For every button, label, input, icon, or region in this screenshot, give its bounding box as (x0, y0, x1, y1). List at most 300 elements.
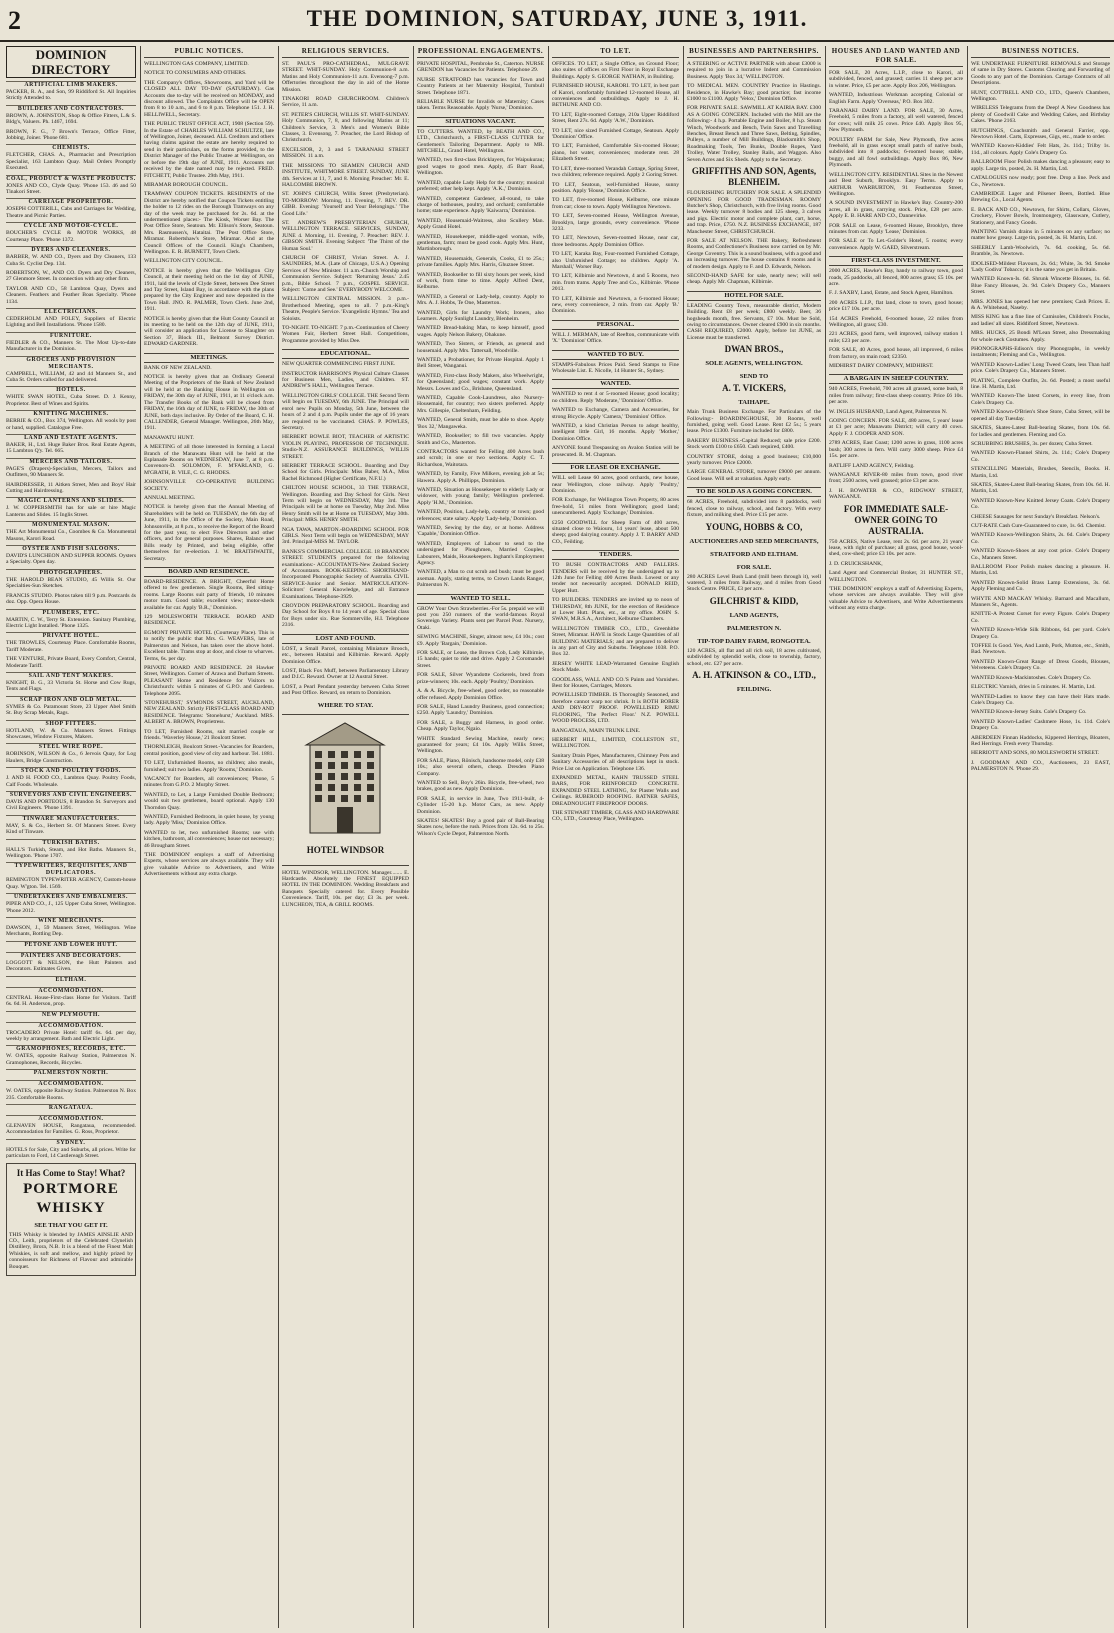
business-notice: WANTED Known-New Knitted Jersey Coats. Cole's Drapery Co. (971, 497, 1110, 511)
hotel-advert: SOLE AGENTS, WELLINGTON. (705, 360, 803, 368)
wanted-advert: ANYONE found Trespassing on Avalon Station will be prosecuted. R. M. Chapman. (552, 445, 679, 458)
farm-advert: GOING CONCERN. FOR SALE, 480 acres, 5 years' lease at £1 per acre; Manawatu District; will carry 40 cows. Apply F. J. COOPER AND SON. (829, 418, 963, 437)
directory-entry: ROBERTSON, W., AND CO. Dyers and Dry Cleaners, 27 Glenmore Street. In connection with any other firm. (6, 269, 136, 283)
public-notice: THE PUBLIC TRUST OFFICE ACT, 1908 (Section 59). In the Estate of CHARLES WILLIAM SCHULTZE, late of Wellington, Joiner, deceased. ALL Creditors and others having claims against the estate are hereby required to send in their particulars, on the forms provided, to the District Manager of the Public Trustee at Wellington, on or before the 19th day of JUNE, 1911. Accounts not received by the date named may be rejected. FRED. FITCHETT, Public Trustee. 29th May, 1911. (144, 121, 274, 179)
lost-item: LOST, a Small Parcel, containing Miniature Brooch, etc., between Hataitai and Kilbirnie. Reward. Apply Dominion Office. (282, 645, 409, 665)
directory-entry: KNIGHT, B. G., 33 Victoria St. Horse and Cow Rugs, Tents and Flags. (6, 679, 136, 693)
situation-vacant: WANTED, a Probationer, for Private Hospital. Apply 1 Bell Street, Wanganui. (417, 357, 544, 370)
wanted-advert: WANTED, a kind Christian Person to adopt healthy, intelligent little Girl, 16 months. Apply 'Mother,' Dominion Office. (552, 423, 679, 442)
property-advert: WANTED, Industrious Workman accepting Colonial or English Farm. Apply 'Overseas,' P.O. Box 302. (829, 92, 963, 105)
directory-entry: THE VENTURE, Private Board, Every Comfort, Central, Moderate Tariff. (6, 656, 136, 669)
business-advert: A STEERING or ACTIVE PARTNER with about £3000 is required to join in a lucrative Indent and Commission Business. Apply 'Box 34,' WELLINGTON. (687, 61, 821, 80)
business-notice: TOFFEE Is Good. Yes, And Lamb, Pork, Mutton, etc., Smith, Bad. Newtown. (971, 643, 1110, 656)
situation-vacant: WANTED, a Man to cut scrub and bush; must be good axeman. Apply, stating terms, to Crown Lands Ranger, Palmerston N. (417, 569, 544, 589)
whisky-word: WHISKY (36, 1199, 106, 1216)
directory-category: STEEL WIRE ROPE. (6, 743, 136, 751)
directory-category: CHEMISTS. (6, 144, 136, 152)
hotel-name: HOTEL WINDSOR (306, 844, 385, 855)
business-advert: SECOND-HAND SAFE for sale, nearly new; will sell cheap. Apply Mr. Chapman, Kilbirnie. (687, 272, 821, 286)
wanted-to-buy-advert: STAMPS-Fabulous Prices Paid. Send Stamps to Fine Wholesale List. E. Nicolle, 14 Hunter St., Sydney. (552, 361, 679, 375)
church-service: EXCELSIOR, 2, 3 and 5 TARANAKI STREET MISSION. 11 a.m. (282, 146, 409, 160)
directory-category: FURNITURE. (6, 332, 136, 340)
for-sale-advert: FOR SALE, Piano, Rönisch, handsome model, only £38 10s.; also several others, cheap. Dresden Piano Company. (417, 757, 544, 777)
situation-vacant: WANTED, a General or Lady-help, country. Apply to Mrs. A. J. Hobbs, Te One, Masterton. (417, 293, 544, 307)
business-notice: WANTED Known-Wellington Shirts, 2s. 6d. Cole's Drapery Co. (971, 532, 1110, 545)
church-service: WELLINGTON CENTRAL MISSION. 3 p.m.-Brotherhood Meeting, open to all. 7 p.m.-King's Theatre, People's Service. 'Evangelistic Hymns.' Tea and Soloists. (282, 296, 409, 322)
section-heading: PUBLIC NOTICES. (144, 47, 274, 58)
to-let-advert: TO LET, nice sized Furnished Cottage, Seatoun. Apply 'Dominion' Office. (552, 127, 679, 141)
business-exchange-advert: Main Trunk Business Exchange. For Particulars of the Following:- BOARDINGHOUSE, 30 Rooms, well furnished, going well. Good Lease. Rent £2 5s.; 5 years lease. Price £1300. Furniture included for £800. (687, 409, 821, 435)
directory-entry: BAKER, H., Ltd. Huge Baker Bros. Real Estate Agents, 15 Lambton Q'y. Tel. 665. (6, 442, 136, 455)
board-advert: PRIVATE BOARD AND RESIDENCE. 28 Hawker Street, Wellington. Corner of Arawa and Durham Streets. PLEASANT Home and Residence for Visitors to Christchurch: within 5 minutes of G.P.O. and Gardens. Telephone 2095. (144, 664, 274, 697)
lease-advert: FOR Exchange, for Wellington Town Property, 80 acres free-hold, 51 miles from Wellington; good land; unencumbered. Apply 'Exchange,' Dominion. (552, 497, 679, 517)
property-advert: TARANAKI DAIRY LAND. FOR SALE, 30 Acres, Freehold, 5 miles from a factory, all well watered, fenced for cows; will milk 25 cows. Price £40. Apply Box 95, New Plymouth. (829, 108, 963, 134)
to-let-advert: FURNISHED HOUSE, KARORI. TO LET, in best part of Karori, comfortably furnished 12-roomed House, all conveniences and outbuildings. Apply to J. H. BETHUNE AND CO. (552, 83, 679, 109)
section-heading: HOUSES AND LAND WANTED AND FOR SALE. (829, 47, 963, 67)
directory-entry: THE Art Monumental Co., Coombes & Co. Monumental Masons, Karori Road. (6, 529, 136, 542)
farm-advert: 940 ACRES, Freehold, 700 acres all grassed, some bush, 8 miles from railway; first-class sheep country. Price £6 10s. per acre. (829, 386, 963, 406)
situation-vacant: WANTED, Capable Cook-Laundress, also Nursery-Housemaid, for country; two sisters preferred. Apply Mrs. Gillespie, Cheltenham, Feilding. (417, 395, 544, 414)
board-advert: TO LET, Furnished Rooms, suit married couple or friends. 'Waverley House,' 21 Boulcott Street. (144, 728, 274, 741)
investment-advert: MIDHIRST DAIRY COMPANY, MIDHIRST. (829, 363, 934, 370)
to-let-advert: TO LET, Kilbirnie and Newtown, 4 and 5 Rooms, two min. from trams. Apply Tree and Co., Kilbirnie. 'Phone 2013. (552, 273, 679, 293)
investment-advert: 200 ACRES L.I.P., flat land, close to town, good house; price £17 10s. per acre. (829, 299, 963, 313)
business-notice: MISS KING has a fine line of Camisoles, Children's Frocks, and ladies' all sizes. Riddiford Street, Newtown. (971, 314, 1110, 327)
board-advert: 'THE DOMINION' employs a staff of Advertising Experts, whose services are always available. They will give valuable Advice to Advertisers, and Write Advertisements without any extra charge. (144, 852, 274, 878)
directory-entry: CEDERHOLM AND FOLEY, Suppliers of Electric Lighting and Bell Installations. 'Phone 1580. (6, 315, 136, 329)
directory-entry: W. OATES, opposite Railway Station, Palmerston N. Gramophones, Records, Bicycles. (6, 1053, 136, 1066)
for-sale-advert: FOR SALE, Silver Wyandotte Cockerels, bred from prize-winners; 10s. each. Apply 'Poultry,' Dominion. (417, 672, 544, 685)
directory-title: DOMINION DIRECTORY (6, 46, 136, 78)
educational-advert: HERBERT BOWLE BIOT, TEACHER of ARTISTIC VIOLIN PLAYING, PROFESSOR OF TECHNIQUE. Studio-N.Z. ASSURANCE BUILDINGS, WILLIS STREET. (282, 434, 409, 460)
investment-advert: 2000 ACRES, Hawke's Bay, handy to railway town, good roads, 25 paddocks, all fenced, 800 acres grass; £5 10s. per acre. (829, 268, 963, 287)
column-rule (413, 46, 414, 1628)
directory-entry: CAMPBELL, WILLIAM, 42 and 44 Manners St., and Cuba St. Orders called for and delivered. (6, 370, 136, 383)
directory-entry: REMINGTON TYPEWRITER AGENCY, Custom-house Quay. W'gton. Tel. 1569. (6, 877, 136, 890)
directory-category: PALMERSTON NORTH. (6, 1069, 136, 1077)
directory-entry: JONES AND CO., Clyde Quay. 'Phone 153. 46 and 50 Tinakori Street. (6, 182, 136, 196)
columns (6, 46, 1110, 1628)
lease-advert: £250 GOODWILL for Sheep Farm of 400 acres, situated close to Waiouru, 14 years' lease, about 500 sheep; good dairying country. Apply J. T. BARRY AND CO., Feilding. (552, 519, 679, 545)
business-notice: ABERDEEN Finnan Haddocks, Kippered Herrings, Bloaters, Red Herrings. Fresh every Thursday. (971, 734, 1110, 747)
directory-category: KNITTING MACHINES. (6, 410, 136, 418)
farm-advert: 2789 ACRES, East Coast; 1200 acres in grass, 1100 acres bush; 300 acres in fern. Will carry 3000 sheep. Price £4 15s. per acre. (829, 440, 963, 460)
business-notice: WANTED Known-The latest Corsets, in every line, from Cole's Drapery Co. (971, 393, 1110, 406)
directory-category: RANGATAUA. (6, 1104, 136, 1112)
directory-category: SYDNEY. (6, 1139, 136, 1147)
directory-category: STOCK AND POULTRY FOODS. (6, 767, 136, 775)
public-notice: NOTICE is hereby given that the Wellington City Council, at their meeting held on the 1st day of JUNE, 1911, laid the levels of Clyde Street, between Dee Street and Tay Street, Island Bay, in accordance with the plans prepared by the City Engineer and now deposited in the Town Hall. JNO. R. PALMER, Town Clerk. June 2nd, 1911. (144, 267, 274, 313)
business-notice: WANTED Known-Ladies' Cashmere Hose, 1s. 11d. Cole's Drapery Co. (971, 718, 1110, 732)
investment-advert: F. J. SAXBY, Land, Estate, and Stock Agent, Hamilton. (829, 290, 954, 297)
business-notice: WANTED Known-Is. 6d. Shrunk Wincette Blouses, 1s. 6d. Blue Fancy Blouses, 2s. 9d. Cole's Drapery Co., Manners Street. (971, 276, 1110, 296)
business-notice: CUT-RATE Cash Cure-Guaranteed to cure, 1s. 6d. Chemist. (971, 522, 1106, 529)
professional-advert: PRIVATE HOSPITAL, Pembroke St., Caterton. NURSE GRENDON has Vacancies for Patients. Telephone 29. (417, 61, 544, 74)
tender-advert: Sanitary Drain Pipes, Manufacturers, Chimney Pots and Sanitary Accessories of all descriptions kept in stock. Price List on Application. Telephone 136. (552, 752, 679, 772)
land-advert: STRATFORD AND ELTHAM. (710, 550, 798, 558)
land-advert: FEILDING. (736, 685, 772, 693)
directory-entry: J. W. COPPERSMITH has for sale or hire Magic Lanterns and Slides. 15 Inglis Street. (6, 505, 136, 518)
section-heading: TO LET. (552, 47, 679, 58)
business-notice: CATALOGUES now ready; post free. Drop a line. Peck and Co., Newtown. (971, 175, 1110, 188)
directory-category: ACCOMMODATION. (6, 987, 136, 995)
business-notice: PHONOGRAPHS-Edison's tiny Phonographs, in weekly instalments; Fleming and Co., Wellington. (971, 346, 1110, 359)
directory-entry: WHITE SWAN HOTEL, Cuba Street. D. J. Kenny, Proprietor. Best of Wines and Spirits. (6, 394, 136, 407)
property-advert: A SOUND INVESTMENT in Hawke's Bay. Country-200 acres, all in grass, carrying stock. Price, £28 per acre. Apply E. B. HARE AND CO., Dannevirke. (829, 200, 963, 220)
directory-category: MERCERS AND TAILORS. (6, 458, 136, 466)
land-advert: LAND AGENTS, (729, 611, 779, 619)
agent-name: GRIFFITHS AND SON, Agents, BLENHEIM. (691, 166, 817, 188)
directory-category: BUILDERS AND CONTRACTORS. (6, 105, 136, 113)
directory-entry: HALL'S Turkish, Steam, and Hot Baths. Manners St., Wellington. 'Phone 1707. (6, 846, 136, 860)
farm-advert: W. INGLIS HUSBAND, Land Agent, Palmerston N. (829, 408, 948, 415)
business-notice: WANTED-Ladies to know they can have their Hats made. Cole's Drapery Co. (971, 693, 1110, 706)
church-service: ST. JOHN'S CHURCH, Willis Street (Presbyterian). TO-MORROW: Morning, 11. Evening, 7. REV. DR. GIBB. Evening: 'Yourself and Your Belongings.' 'The Good Life.' (282, 191, 409, 217)
column-rule (825, 46, 826, 1628)
farm-advert: WANGANUI RIVER-80 miles from town, good river front; 2500 acres, well grassed; price £3 per acre. (829, 471, 963, 485)
directory-entry: HOTLAND, W. & Co. Manners Street. Fittings Showcases, Window Fixtures, Makers. (6, 727, 136, 740)
public-notice: NOTICE TO CONSUMERS AND OTHERS. (144, 70, 247, 77)
business-advert: TO MEDICAL MEN. COUNTRY Practice in Hastings. Residence, in Hawke's Bay; good practice; fast income £1000 to £1100. Apply 'Velox,' Dominion Office. (687, 83, 821, 103)
to-let-advert: TO LET, Kilbirnie and Newtown, a 6-roomed House; new, every convenience, 2 min. from car. Apply 'B.' Dominion. (552, 295, 679, 315)
section-heading: A BARGAIN IN SHEEP COUNTRY. (829, 374, 963, 384)
directory-category: PHOTOGRAPHERS. (6, 569, 136, 577)
column-rule (967, 46, 968, 1628)
to-let-advert: TO LET, Seatoun, well-furnished House, sunny position. Apply 'House,' Dominion Office. (552, 181, 679, 194)
business-notice: KNITTE-A Protest Corset for every Figure. Cole's Drapery Co. (971, 611, 1110, 624)
wanted-advert: WANTED to Exchange, Camera and Accessories, for strong Bicycle. Apply 'Camera,' 'Dominion' Office. (552, 407, 679, 420)
business-notice: WANTED Known-Mackintoshes. Cole's Drapery Co. (971, 674, 1092, 681)
to-let-advert: TO LET, Eight-roomed Cottage, 210a Upper Riddiford Street, Rent 27s. 6d. Apply 'A.W.,' Dominion. (552, 111, 679, 125)
column-rule (140, 46, 141, 1628)
hotel-windsor-illustration (282, 714, 409, 866)
meeting-notice: BANK OF NEW ZEALAND. (144, 364, 212, 371)
board-advert: TO LET, Unfurnished Rooms, no children; also meals, furnished; suit two ladies. Apply 'Rooms,' Dominion. (144, 760, 274, 773)
directory-category: ACCOMMODATION. (6, 1115, 136, 1123)
business-notice: MRS. HUCKS, 25 Bondi M'Lean Street, also Dressmaking for whole neck Costumes. Apply. (971, 330, 1110, 343)
section-heading: TO BE SOLD AS A GOING CONCERN. (687, 487, 821, 497)
investment-advert: 221 ACRES, good farm, well improved, railway station 1 mile; £23 per acre. (829, 331, 963, 344)
situation-vacant: WANTED, Sewing by the day, or at home. Address 'Capable,' Dominion Office. (417, 524, 544, 538)
public-notice: MIRAMAR BOROUGH COUNCIL. (144, 181, 229, 188)
farm-advert: 750 ACRES, Native Lease, rent 2s. 6d. per acre, 21 years' lease, with right of purchase; all grass, good house, wool-shed, cow-shed; price £3 10s. per acre. (829, 538, 963, 558)
business-notice: WIRELESS Telegrams from the Deep! A New Goodness has plenty of Goodwill Cake and Wedding Cakes, and Birthday Cakes. 'Phone 2163. (971, 105, 1110, 125)
business-notice: WANTED Known-Jersey Suits. Cole's Drapery Co. (971, 709, 1087, 716)
business-exchange-advert: TAIHAPE. (738, 399, 770, 407)
church-service: CHURCH OF CHRIST, Vivian Street. A. J. SAUNDERS, M.A. (Late of Chicago, U.S.A.) Opening Services of New Minister. 11 a.m.-Church Worship and Communion Service. Subject: 'Returning Jesus.' 2.45 p.m., Bible School. 7 p.m., GOSPEL SERVICE. Subject: 'Come and See.' EVERYBODY WELCOME. (282, 254, 409, 293)
business-exchange-advert: COUNTRY STORE, doing a good business; £10,000 yearly turnover. Price £2000. (687, 453, 821, 467)
educational-advert: INSTRUCTOR HARRISON'S Physical Culture Classes for Business Men, Ladies, and Children. ST. ANDREW'S HALL, Wellington Terrace. (282, 370, 409, 390)
directory-category: GROCERS AND PROVISION MERCHANTS. (6, 356, 136, 371)
directory-entry: BOUCHER'S CYCLE & MOTOR WORKS, 48 Courtenay Place. 'Phone 1372. (6, 230, 136, 243)
business-notice: WE UNDERTAKE FURNITURE REMOVALS and Storage of same in Dry Stores. Customs Clearing and Forwarding of Goods to any part of the Dominion. Cartage Contracts of all Descriptions. (971, 61, 1110, 87)
business-notice: WHYTE AND MACKAY Whisky. Barnard and Macallum, Manners St., Agents. (971, 595, 1110, 609)
directory-entry: HOTELS for Sale, City and Suburbs, all prices. Write for particulars to Ford, 14 Castlereagh Street. (6, 1146, 136, 1160)
farm-advert: J. H. BOWATER & CO., RIDGWAY STREET, WANGANUI. (829, 487, 963, 501)
board-advert: WANTED to let, two unfurnished Rooms; use with kitchen, bathroom, all conveniences; house not necessary; 46 Brougham Street. (144, 829, 274, 849)
situation-vacant: WANTED, First-class Body Makers, also Wheelwright, for Queensland; good wages; constant work. Apply Messrs. Lowes and Co., Brisbane, Queensland. (417, 372, 544, 392)
directory-entry: THE TROWLES, Courtenay Place. Comfortable Rooms, Tariff Moderate. (6, 640, 136, 653)
situation-vacant: TO CUTTERS. WANTED, by BEATH AND CO., LTD., Christchurch, a FIRST-CLASS CUTTER for Gentlemen's Tailoring Department. Apply to MR. MITCHELL, Grand Hotel, Wellington. (417, 128, 544, 155)
tender-advert: HERBERT HILL, LIMITED, COLLESTON ST., WELLINGTON. (552, 736, 679, 750)
directory-entry: GLENAVEN HOUSE, Rangataua, recommended. Accommodation for Families. G. Ross, Proprietor. (6, 1122, 136, 1136)
directory-entry: BROWN, F. G., 7 Brown's Terrace, Office Fitter, Jobbing, Joiner. 'Phone 681. (6, 128, 136, 142)
column-directory (6, 46, 136, 1628)
directory-entry: FIEDLER & CO., Manners St. The Most Up-to-date Manufacturer in the Dominion. (6, 339, 136, 353)
land-advert: 120 ACRES, all flat and all rich soil, 18 acres cultivated, subdivided by splendid wells, close to township, factory, school, etc. £27 per acre. (687, 647, 821, 667)
business-notice: STENCILLING Materials, Brushes, Stencils, Books. H. Martin, Ltd. (971, 466, 1110, 479)
business-advert: FLOURISHING BUTCHERY FOR SALE. A SPLENDID OPENING FOR GOOD TRADESMAN. ROOMY Butcher's Shop, Christchurch, with five living rooms. Good lease. Weekly turnover 8 bodies and 125 sheep, 3 calves and pigs. Electric motor and complete plant, cart, horse, and trap. Price, £750. N.Z. BUSINESS EXCHANGE, 187 Manchester Street, CHRISTCHURCH. (687, 190, 821, 235)
directory-category: SHOP FITTERS. (6, 720, 136, 728)
meeting-notice: NOTICE is hereby given that an Ordinary General Meeting of the Proprietors of the Bank of New Zealand will be held at the Banking House in Wellington on FRIDAY, the 30th day of JUNE, 1911, at 11 o'clock a.m. The Transfer Books of the Bank will be closed from FRIDAY, the 16th day of JUNE, to FRIDAY, the 30th of JUNE, both days inclusive. By Order of the Board, C. H. CALLENDER, General Manager. Wellington, 26th May, 1911. (144, 374, 274, 432)
directory-entry: DAVID'S LUNCHEON AND SUPPER ROOMS. Oysters a Specialty. Open day. (6, 553, 136, 566)
for-sale-advert: FOR SALE, or Lease, the Brown Cob, Lady Kilbirnie, 15 hands; quiet to ride and drive. Apply 2 Coromandel Street. (417, 650, 544, 669)
section-heading: HOTEL FOR SALE. (687, 291, 821, 301)
professional-advert: NURSE STRATFORD has vacancies for Town and Country Patients at her Maternity Hospital, Turnbull Street. Telephone 1871. (417, 76, 544, 96)
professional-advert: RELIABLE NURSE for Invalids or Maternity; Cases taken. Terms Reasonable. Apply 'Nurse,' Dominion. (417, 99, 544, 112)
tender-advert: JERSEY WHITE LEAD-Warranted Genuine English Stock Made. (552, 660, 679, 674)
directory-entry: BARBER, W. AND CO., Dyers and Dry Cleaners, 133 Cuba St. Cyclist Dep. 134. (6, 254, 136, 267)
directory-entry: BROWN, A. JOHNSTON, Shop & Office Fitters, L.& S. Bldg's, Valuers. Ph. 1467, 1694. (6, 112, 136, 126)
section-heading: LOST AND FOUND. (282, 634, 409, 644)
directory-category: CARRIAGE PROPRIETOR. (6, 198, 136, 206)
section-heading: BUSINESS NOTICES. (971, 47, 1110, 58)
directory-category: TURKISH BATHS. (6, 839, 136, 847)
business-notice: BALLROOM Floor Polish makes dancing a pleasure. H. Martin, Ltd. (971, 564, 1110, 577)
property-advert: FOR SALE or To Let.-Golder's Hotel, 5 rooms; every convenience. Apply W. GAED, Silverstream. (829, 238, 963, 251)
directory-entry: HAIRDRESSER, 11 Aitken Street, Men and Boys' Hair Cutting and Hairdressing. (6, 481, 136, 495)
church-service: ST. PAUL'S PRO-CATHEDRAL, MULGRAVE STREET. WHIT-SUNDAY. Holy Communion-8 a.m. Matins and Holy Communion-11 a.m. Evensong-7 p.m. Offertories throughout the day in aid of the Home Mission. (282, 61, 409, 93)
directory-category: TINWARE MANUFACTURERS. (6, 815, 136, 823)
masthead (0, 0, 1114, 42)
agent-name: A. T. VICKERS, (722, 383, 786, 394)
hotel-building-drawing (282, 715, 409, 845)
business-notice: BALLROOM Floor Polish makes dancing a pleasure; easy to apply. Large tin, posted, 2s. H. Martin, Ltd. (971, 159, 1110, 172)
situation-vacant: WANTED, Two Sisters, or Friends, as general and housemaid. Apply Mrs. Tattersall, Woodville. (417, 341, 544, 354)
directory-category: SCRAP IRON AND OLD METAL. (6, 696, 136, 704)
investment-advert: 154 ACRES Freehold, 6-roomed house, 22 miles from Wellington, all grass; £30. (829, 315, 963, 328)
directory-category: WINE MERCHANTS. (6, 917, 136, 925)
meeting-notice: JOHNSONVILLE CO-OPERATIVE BUILDING SOCIETY. (144, 479, 274, 492)
property-advert: FOR SALE, 20 Acres, L.I.P., close to Karori, all subdivided, fenced, and grassed; carries 11 sheep per acre in winter. Price, £5 per acre. Apply Box 206, Wellington. (829, 70, 963, 89)
tender-advert: WELLINGTON TIMBER CO., LTD., Greenhithe Street, Miramar. HAVE in Stock Large Quantities of all BUILDING MATERIALS; and are prepared to deliver in any part of City and Suburbs. Telephone 1038. P.O. Box 32. (552, 625, 679, 658)
section-heading: SITUATIONS VACANT. (417, 117, 544, 127)
to-let-advert: TO LET, Karaka Bay, Four-roomed Furnished Cottage, also Unfurnished Cottage; no children. Apply 'A. Marshall,' Worser Bay. (552, 251, 679, 270)
column-rule (278, 46, 279, 1628)
land-advert: FOR SALE. (736, 563, 772, 571)
educational-advert: CROYDON PREPARATORY SCHOOL. Boarding and Day School for Boys 8 to 14 years of age. Special class for Boys under six. Rue Sommerville, H.I. Telephone 2316. (282, 603, 409, 629)
section-heading: PROFESSIONAL ENGAGEMENTS. (417, 47, 544, 58)
section-heading: EDUCATIONAL. (282, 349, 409, 359)
section-heading: PERSONAL. (552, 320, 679, 330)
directory-category: SURVEYORS AND CIVIL ENGINEERS. (6, 791, 136, 799)
directory-category: DYERS AND CLEANERS. (6, 246, 136, 254)
section-heading: BOARD AND RESIDENCE. (144, 567, 274, 577)
situation-vacant: WANTED, Employers of Labour to send to the undersigned for Ploughmen, Married Couples, Labourers, Maids, Housekeepers. Ingham's Employment Agency. (417, 540, 544, 566)
whisky-tagline: It Has Come to Stay! What? (16, 1167, 126, 1178)
business-notice: CHEESE Sausages for next Sunday's Breakfast. Nelson's. (971, 513, 1101, 520)
directory-category: NEW PLYMOUTH. (6, 1011, 136, 1019)
situation-vacant: WANTED Bread-baking Man, to keep himself, good wages. Apply Nelson Bakery, Ohakune. (417, 325, 544, 338)
business-notice: SKATES, Skates-Latest Ball-bearing Skates, from 10s. 6d. H. Martin, Ltd. (971, 481, 1110, 495)
column-to-let (552, 46, 679, 1628)
directory-entry: J. AND H. FOOD CO., Lambton Quay. Poultry Foods, Calf Foods. Wholesale. (6, 775, 136, 788)
property-advert: WELLINGTON CITY. RESIDENTIAL Sites in the Newest and Best Suburb, Brooklyn. Easy Terms. Apply to ARTHUR WARBURTON, 91 Featherston Street, Wellington. (829, 171, 963, 197)
whisky-advert (6, 1163, 136, 1276)
agent-name: DWAN BROS., (724, 344, 784, 355)
board-advert: 'STONEHURST,' SYMONDS STREET, AUCKLAND, NEW ZEALAND. Strictly FIRST-CLASS BOARD AND RESIDENCE. Telegrams: 'Stonehurst,' Auckland. MRS. ALBERT A. BROWN, Proprietress. (144, 699, 274, 726)
for-sale-advert: A. & A. Bicycle, free-wheel, good order, no reasonable offer refused. Apply Dominion Office. (417, 688, 544, 701)
business-notice: HUNT, COTTRELL AND CO., LTD., Queen's Chambers, Wellington. (971, 89, 1110, 103)
to-let-advert: TO LET, Newtown, Seven-roomed House, near car, three bedrooms. Apply Dominion Office. (552, 235, 679, 248)
directory-category: GRAMOPHONES, RECORDS, ETC. (6, 1045, 136, 1053)
business-notice: IDOLISED-Mildest Flavours, 2s. 6d.; White, 3s. 9d. Smoke 'Lady Godiva' Tobacco; it is the same you get in Britain. (971, 260, 1110, 273)
business-notice: WANTED Known-Solid Brass Lamp Extensions, 3s. 6d. Apply Fleming and Co. (971, 579, 1110, 593)
directory-entry: PACKER, R. A., and Son, 99 Riddiford St. All Inquiries Strictly Attended to. (6, 89, 136, 102)
column-houses-and-land (829, 46, 963, 1628)
section-heading: WANTED. (552, 379, 679, 389)
business-notice: WANTED Known-Flannel Shirts, 2s. 11d.; Cole's Drapery Co. (971, 450, 1110, 463)
farm-advert: J. D. CRUICKSHANK, (829, 560, 883, 567)
directory-entry: ROBINSON, WILSON & Co., 6 Jervois Quay, for Log Haulers, Bridge Construction. (6, 751, 136, 764)
section-heading: FOR LEASE OR EXCHANGE. (552, 463, 679, 473)
column-businesses (687, 46, 821, 1628)
public-notice: WELLINGTON GAS COMPANY, LIMITED. (144, 61, 249, 67)
business-notice: CAMBRIDGE Lager and Pilsener Beers, Bottled. Blue Brewing Co., Local Agents. (971, 190, 1110, 204)
directory-category: ELECTRICIANS. (6, 308, 136, 316)
directory-entry: MARTIN, C. W., Terry St. Extension. Sanitary Plumbing, Electric Light Installed. 'Phone 1325. (6, 616, 136, 629)
directory-entry: CENTRAL House-First-class Home for Visitors. Tariff 6s. 6d. H. Anderson, prop. (6, 994, 136, 1008)
tender-advert: RANGATAUA, MAIN TRUNK LINE. (552, 727, 641, 734)
directory-category: PAINTERS AND DECORATORS. (6, 952, 136, 960)
business-exchange-advert: BAKERY BUSINESS.-Capital Reduced; sale price £200. Stock worth £100 to £650. Cash required, £400. (687, 437, 821, 451)
directory-entry: DAWSON, J., 59 Manners Street, Wellington. Wine Merchants, Bottling Dep. (6, 925, 136, 938)
directory-entry: PIPER AND CO., J., 125 Upper Cuba Street, Wellington. 'Phone 2012. (6, 901, 136, 914)
property-advert: POULTRY FARM for Sale, New Plymouth, five acres freehold, all in grass except small patch of native bush, subdivided into 8 paddocks; 6-roomed house; stable, buggy, and all fowl outbuildings. Apply Box 86, New Plymouth. (829, 136, 963, 169)
tender-advert: THE STEWART TIMBER, GLASS AND HARDWARE CO., LTD., Courtenay Place, Wellington. (552, 809, 679, 823)
situation-vacant: WANTED, Housemaid-Waitress, also Scullery Man. Apply Grand Hotel. (417, 217, 544, 231)
tender-advert: POWELLISED TIMBER. IS Thoroughly Seasoned, and therefore cannot warp nor shrink. It is BOTH BORER AND DRY-ROT PROOF. POWELLISED RIMU FLOORING, 'The Perfect Floor.' N.Z. POWELL WOOD PROCESS, LTD. (552, 692, 679, 725)
directory-category: CYCLE AND MOTOR-CYCLE. (6, 222, 136, 230)
business-notice: PAINTING Varnish drains in 5 minutes on any surface; no matter how greasy. Large tin, posted, 3s. H. Martin, Ltd. (971, 228, 1110, 242)
column-rule (548, 46, 549, 1628)
directory-entry: SYMES & Co. Paramount Store, 23 Upper Abel Smith St. Buy Scrap Metals, Rags. (6, 703, 136, 717)
church-service: ST. PETER'S CHURCH, WILLIS ST. WHIT-SUNDAY. Holy Communion, 7, 8, and following Matins at 11; Children's Service, 3. Men's and Women's Bible Classes, 3. Evensong, 7. Preacher, the Lord Bishop of Christchurch. (282, 111, 409, 144)
directory-category: HOTELS. (6, 386, 136, 394)
public-notice: THE Company's Offices, Showrooms, and Yard will be CLOSED ALL DAY TO-DAY (SATURDAY). Gas Accounts due to-day will be received on MONDAY, and discount allowed. The Complaints Office will be OPEN from 8 to 10 a.m., and 6 to 8 p.m. Telephone 151. J. H. HELLIWELL, Secretary. (144, 79, 274, 118)
business-notice: SHEERLY Lamb-Woolwich, 7s. 6d. cooking, 5s. 6d. Bramble, 3s. Newtown. (971, 244, 1110, 258)
situation-vacant: WANTED, Bookseller to fill sixty hours per week, kind of work, from time to time. Apply Alfred Dent, Kelburne. (417, 271, 544, 291)
farm-advert: 'THE DOMINION' employs a staff of Advertising Experts, whose services are always available. They will give valuable Advice to Advertisers, and Write Advertisements without any extra charge. (829, 585, 963, 612)
directory-entry: FLETCHER, CHAS. A., Pharmacist and Prescription Specialist, 163 Lambton Quay. Mail Orders Promptly Executed. (6, 152, 136, 172)
business-notice: ELECTRIC Varnish, dries in 5 minutes. H. Martin, Ltd. (971, 684, 1096, 691)
business-notice: E. BACK AND CO., Newtown, for Shirts, Collars, Gloves, Crockery, Flower Bowls, Ironmongery, Glassware, Cutlery, Stationery, and Fancy Goods. (971, 206, 1110, 226)
situation-vacant: WANTED, General Smith, must be able to shoe. Apply 'Box 32,' Mangaweka. (417, 417, 544, 430)
educational-advert: NEW QUARTER COMMENCING FIRST JUNE. (282, 361, 396, 368)
educational-advert: HERBERT TERRACE SCHOOL. Boarding and Day School for Girls. Principals: Miss Baber, M.A., Miss Rachel Richmond (Higher Certificate, N.F.U.) (282, 462, 409, 482)
directory-entry: BERRIE & CO., Box 374, Wellington. All wools by post or hand, supplied. Catalogue Free. (6, 418, 136, 431)
church-service: ST. ANDREW'S PRESBYTERIAN CHURCH, WELLINGTON TERRACE. SERVICES, SUNDAY, JUNE 4. Morning, 11. Evening, 7. Preacher: REV. J. GIBSON SMITH. Evening Subject: 'The Thirst of the Human Soul.' (282, 219, 409, 252)
land-advert: 68 ACRES, Freehold, subdivided into 8 paddocks, well fenced, close to railway, school, and factory. With every fixture, and milking shed. Price £15 per acre. (687, 499, 821, 519)
situation-vacant: CONTRACTORS wanted for Felling 400 Acres bush and scrub; in one or two sections. Apply C. T. Richardson, Waitotara. (417, 448, 544, 468)
lease-advert: WILL sell Lease 60 acres, good orchards, new house, near Wellington, close railway. Apply 'Poultry,' Dominion. (552, 475, 679, 494)
situation-vacant: WANTED, Bookseller; to fill two vacancies. Apply Smith and Co., Masterton. (417, 433, 544, 446)
land-advert: AUCTIONEERS AND SEED MERCHANTS, (689, 537, 819, 545)
directory-category: ACCOMMODATION. (6, 1080, 136, 1088)
directory-entry: MAY, S. & Co., Herbert St. Of Manners Street. Every Kind of Tinware. (6, 822, 136, 836)
section-heading: RELIGIOUS SERVICES. (282, 47, 409, 58)
meeting-notice: ANNUAL MEETING. (144, 494, 196, 501)
farm-advert: RATLIFF LAND AGENCY, Feilding. (829, 462, 915, 469)
tender-advert: GOODLASS, WALL AND CO.'S Paints and Varnishes. Best for Houses, Carriages, Motors. (552, 676, 679, 690)
directory-category: MAGIC LANTERNS AND SLIDES. (6, 497, 136, 505)
situation-vacant: WANTED, by Family, Five Milkers, evening job at 5s; Hawera. Apply A. Phillipps, Dominion. (417, 471, 544, 484)
public-notice: TRAMWAY COUPON TICKETS. RESIDENTS of the District are hereby notified that Coupon Tickets entitling the holder to 12 rides on the Borough Tramways on any day of the week may be purchased for 2s. 6d. at the undermentioned places:- The Kiosk, Worser Bay. The Post Office Store, Seatoun. Mr. Ellison's Store, Seatoun. Mrs. Rasmussen's, Hataitai. The Post Office Store, Miramar. Robertshaw's Store, Miramar. And at the Council Offices of the Council. King's Chambers, Wellington. E. R. BURNETT, Town Clerk. (144, 191, 274, 255)
where-to-stay-heading: WHERE TO STAY. (317, 701, 374, 709)
column-rule (683, 46, 684, 1628)
situation-vacant: WANTED, Situation as Housekeeper to elderly Lady or widower, with young family; Wellington preferred. Apply 'H.M.,' Dominion. (417, 486, 544, 506)
tender-advert: EXPANDED METAL, KAHN TRUSSED STEEL BARS, FOR REINFORCED CONCRETE. EXPANDED STEEL LATHING, for Plaster Walls and Ceilings. RUBEROID ROOFING. RATNER SAFES, DREADNOUGHT FIREPROOF DOORS. (552, 774, 679, 807)
for-sale-advert: SKATES! SKATES! Buy a good pair of Ball-Bearing Skates now, before the rush. Prices from 12s. 6d. to 25s. Wilson's Cycle Depot, Palmerston North. (417, 818, 544, 837)
situation-vacant: WANTED, competent Gardener, all-round, to take charge of hothouses, poultry, and orchard; comfortable home; state experience. Apply 'Kaiwarra,' Dominion. (417, 195, 544, 215)
to-let-advert: TO LET, Furnished, Comfortable Six-roomed House; piano, hot water, conveniences; moderate rent. 28 Elizabeth Street. (552, 143, 679, 163)
farm-advert: Land Agent and Commercial Broker, 31 HUNTER ST., WELLINGTON. (829, 570, 963, 583)
meeting-notice: MANAWATU HUNT. (144, 434, 195, 441)
situation-vacant: WANTED, Housemaids, Generals, Cooks, £1 to 25s.; private families. Apply Mrs. Harris, Ghuznee Street. (417, 255, 544, 269)
directory-entry: PAGE'S (Drapers)-Specialists, Mercers, Tailors and Outfitters, 90 Manners St. (6, 465, 136, 479)
column-business-notices (971, 46, 1110, 1628)
section-heading: FIRST-CLASS INVESTMENT. (829, 256, 963, 266)
lost-item: LOST, a Pearl Pendant yesterday between Cuba Street and Post Office. Reward, on return to Dominion. (282, 683, 409, 697)
tender-advert: TO BUILDERS. TENDERS are invited up to noon of THURSDAY, 8th JUNE, for the erection of Residence at Lower Hutt. Plans, etc., at my office. JOHN S. SWAN, M.R.S.A., Architect, Kelburne Chambers. (552, 597, 679, 623)
directory-entry: TAYLOR AND CO., 58 Lambton Quay, Dyers and Cleaners. Feathers and Feather Boas Specialty. 'Phone 1134. (6, 285, 136, 305)
section-heading: MEETINGS. (144, 353, 274, 363)
for-sale-advert: FOR SALE, in service in June, Two 1911-built, 4-Cylinder 15-20 h.p. Motor Cars, as new. Apply Dominion. (417, 795, 544, 815)
business-notice: WANTED Known-Wide Silk Ribbons, 6d. per yard. Cole's Drapery Co. (971, 627, 1110, 640)
directory-category: SAIL AND TENT MAKERS. (6, 672, 136, 680)
situation-vacant: WANTED, Girls for Laundry Work; Ironers, also Learners. Apply Sunlight Laundry, Blenheim. (417, 309, 544, 322)
land-advert: PALMERSTON N. (727, 624, 781, 632)
directory-entry: DAVIS AND PORTEOUS, 8 Brandon St. Surveyors and Civil Engineers. 'Phone 1391. (6, 799, 136, 812)
directory-entry: THE HAROLD BEAN STUDIO, 45 Willis St. Our Specialties-Sun Sketches. (6, 576, 136, 590)
investment-advert: FOR SALE, 40 Acres, good house, all improved, 6 miles from factory, on main road; £2350. (829, 347, 963, 360)
for-sale-advert: GROW Your Own Strawberries.-For 5s. prepaid we will post you 250 runners of the world-famous Royal Sovereign Variety. Plants sent per Parcel Post. Nursery, Otaki. (417, 605, 544, 631)
property-advert: FOR SALE on Lease, 6-roomed House, Brooklyn, three minutes from car. Apply 'Lease,' Dominion. (829, 222, 963, 235)
agent-name: GILCHRIST & KIDD, (709, 595, 799, 606)
for-sale-advert: WANTED to Sell, Boy's 26in. Bicycle, free-wheel, two brakes, good as new. Apply Dominion. (417, 779, 544, 793)
directory-category: UNDERTAKERS AND EMBALMERS. (6, 893, 136, 901)
business-advert: FOR PRIVATE SALE. SAWMILL AT KAIRIA BAY. £300 AS A GOING CONCERN. Included with the Mill are the following:- 4 h.p. Portable Engine and Boiler, 8 h.p. Steam Winch, Woodwork and Bench, Twin Saws and Travelling Benches, Breast Bench and Three Saws, Belting, Spindles, Pulleys, a number of Mill Buildings, Blacksmith's Shop, Roadmaking Tools, Ten Bunks, Double Ropes, Yard Trolley, Water Trolley, Stanley Rails, and Waggon. Also Seven Acres and Six Sheds. Apply to the Secretary. (687, 105, 821, 163)
directory-category: OYSTER AND FISH SALOONS. (6, 545, 136, 553)
section-heading: WANTED TO SELL. (417, 594, 544, 604)
board-advert: VACANCY for Boarders, all conveniences; 'Phone, 5 minutes from G.P.O. 2 Murphy Street. (144, 776, 274, 789)
business-notice: J. GOODMAN AND CO., Auctioneers, 23 EAST, PALMERSTON N. 'Phone 29. (971, 759, 1110, 773)
business-notice: WANTED Known-Great Range of Dress Goods, Blouses, Velveteens. Cole's Drapery Co. (971, 658, 1110, 672)
educational-advert: NGA TAWA, MARTON.-BOARDING SCHOOL FOR GIRLS. Next Term will begin on WEDNESDAY, MAY 3rd. Principal-MISS M. TAYLOR. (282, 526, 409, 546)
for-sale-advert: FOR SALE, Hand Laundry Business, good connection; £250. Apply 'Laundry,' Dominion. (417, 703, 544, 717)
board-advert: EGMONT PRIVATE HOTEL (Courtenay Place). This is to notify the public that Mrs. G. WEAVERS, late of Palmerston and Nelson, has taken over the above hotel. Excellent table. Trams stop at door, and close to wharves. Terms, 6s. per day. (144, 629, 274, 662)
page-number: 2 (8, 6, 21, 35)
educational-advert: CHILTON HOUSE SCHOOL, 33 THE TERRACE, Wellington. Boarding and Day School for Girls. Next Term will begin on WEDNESDAY, May 3rd. The Principals will be at home on Tuesday, May 2nd. Miss Henry Smith will be at Home on TUESDAY, May 30th. Principal: MRS. HENRY SMITH. (282, 485, 409, 524)
church-service: TINAKORI ROAD CHURCHROOM. Children's Service, 11 a.m. (282, 96, 409, 109)
newspaper-title: THE DOMINION, SATURDAY, JUNE 3, 1911. (306, 6, 808, 31)
land-advert: TIP-TOP DAIRY FARM, RONGOTEA. (697, 637, 811, 645)
section-heading: BUSINESSES AND PARTNERSHIPS. (687, 47, 821, 58)
educational-advert: WELLINGTON GIRLS' COLLEGE. THE Second Term will begin on TUESDAY, 6th JUNE. The Principal will enrol new Pupils on Monday, 5th June, between the hours of 2 and 4 p.m. Pupils under the age of 16 years are required to be vaccinated. CHAS. P. POWLES, Secretary. (282, 392, 409, 431)
hotel-advert: LEADING Country Town, measurable district, Modern Building. Rent £8 per week; £800 weekly. Beer, 36 hogsheads month, free. Servants, £7 10s. Must be Sold, owing to circumstances. Owner cleared £900 in six months. CASH REQUIRED, £2000. Apply, before 1st JUNE, as License must be transferred. (687, 302, 821, 341)
tender-advert: TO BUSH CONTRACTORS AND FALLERS. TENDERS will be received by the undersigned up to 12th June for Felling 400 Acres Bush. Lowest or any tender not necessarily accepted. DONALD REID, Upper Hutt. (552, 562, 679, 594)
to-let-advert: TO LET, three-roomed Verandah Cottage, Spring Street, two children; reference required. Apply 2 Goring Street. (552, 165, 679, 179)
